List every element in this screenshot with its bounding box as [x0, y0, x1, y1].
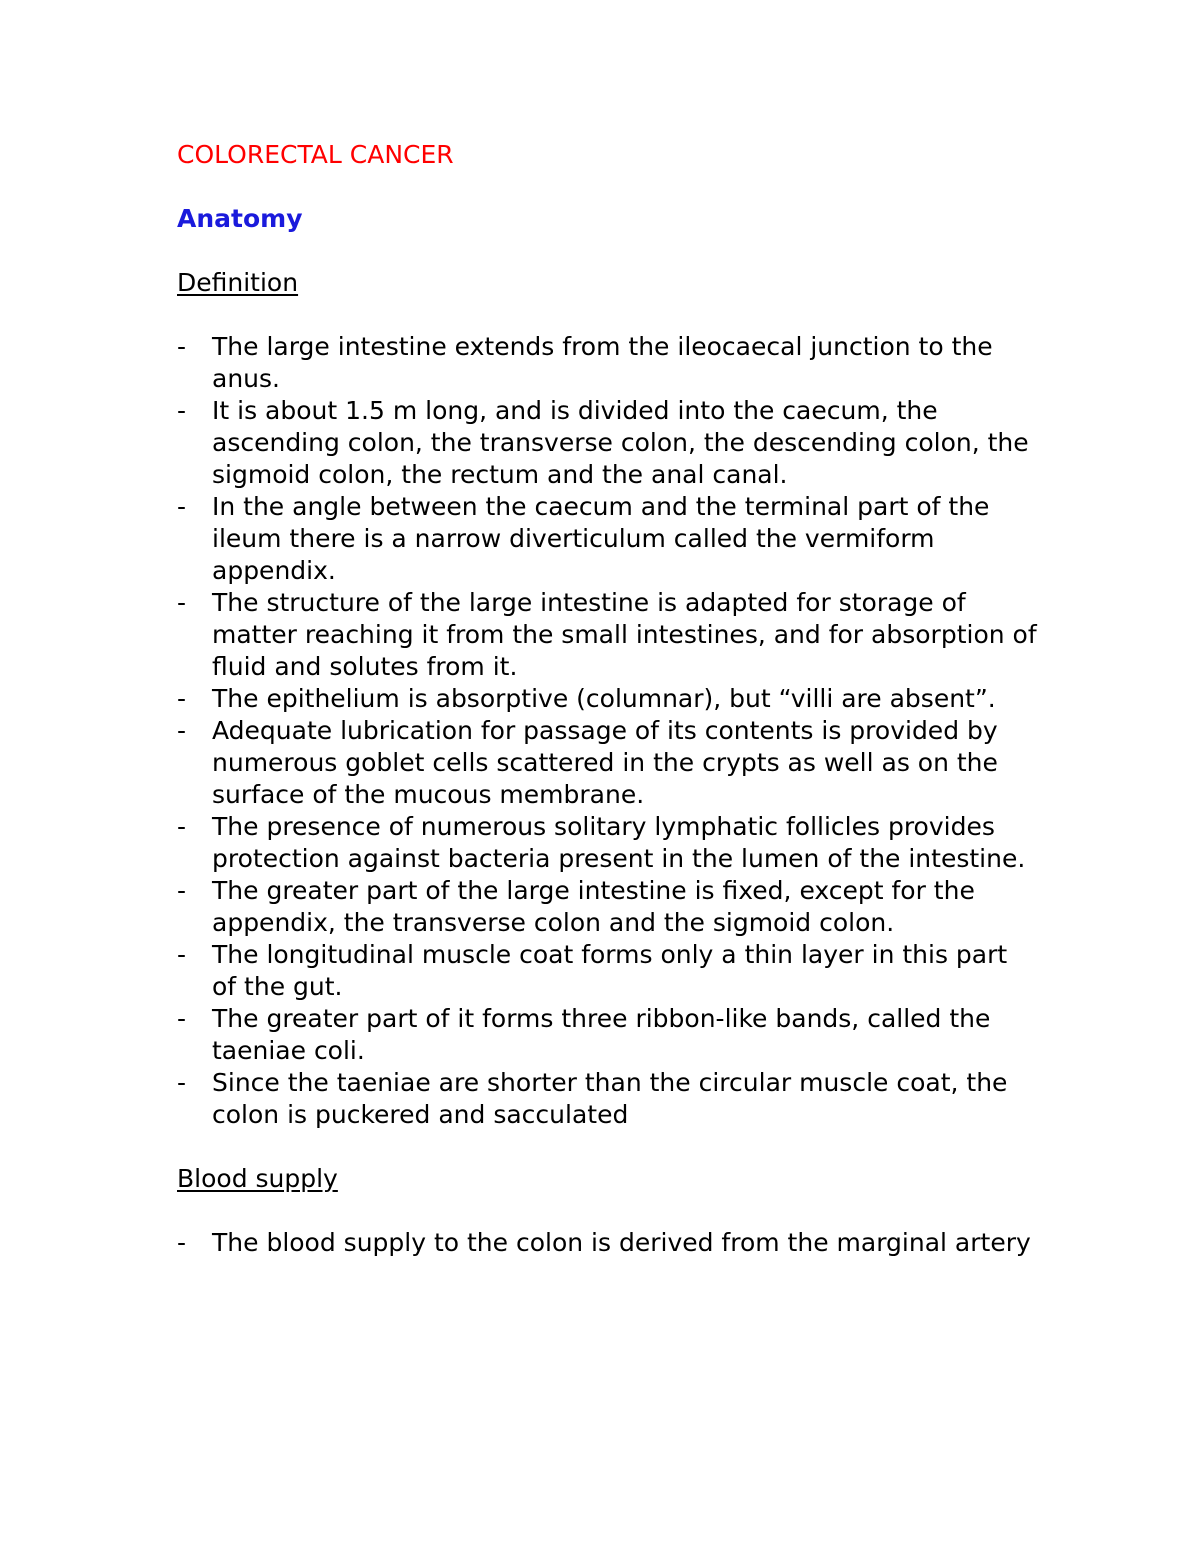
list-item	[177, 331, 1037, 395]
list-item-text: Adequate lubrication for passage of its contents is provided by numerous goblet cells scattered in the crypts as well as on the surface of the mucous membrane.	[212, 716, 998, 809]
list-item-text: In the angle between the caecum and the terminal part of the ileum there is a narrow diverticulum called the vermiform appendix.	[212, 492, 990, 585]
list-item-text: The structure of the large intestine is adapted for storage of matter reaching it from the small intestines, and for absorption of fluid and solutes from it.	[212, 588, 1037, 681]
subheading-blood-supply: Blood supply	[177, 1164, 338, 1193]
list-item-text: The greater part of it forms three ribbon-like bands, called the taeniae coli.	[212, 1004, 991, 1065]
section-heading-anatomy: Anatomy	[177, 204, 303, 233]
list-item	[177, 715, 1037, 811]
list-item-text: It is about 1.5 m long, and is divided into the caecum, the ascending colon, the transverse colon, the descending colon, the sigmoid colon, the rectum and the anal canal.	[212, 396, 1029, 489]
list-item	[177, 1003, 1037, 1067]
bullet-dash: -	[177, 1068, 187, 1097]
list-item	[177, 395, 1037, 491]
subheading-definition: Definition	[177, 268, 299, 297]
bullet-dash: -	[177, 396, 187, 425]
list-item	[177, 939, 1037, 1003]
document-title: COLORECTAL CANCER	[177, 140, 454, 169]
bullet-dash: -	[177, 1004, 187, 1033]
bullet-dash: -	[177, 492, 187, 521]
list-item-text: The greater part of the large intestine is fixed, except for the appendix, the transverse colon and the sigmoid colon.	[212, 876, 975, 937]
definition-list	[177, 331, 1037, 1131]
list-item-text: The large intestine extends from the ileocaecal junction to the anus.	[212, 332, 993, 393]
list-item-text: The longitudinal muscle coat forms only a thin layer in this part of the gut.	[212, 940, 1008, 1001]
document-page	[177, 139, 1037, 1259]
bullet-dash: -	[177, 876, 187, 905]
list-item	[177, 1067, 1037, 1131]
list-item	[177, 491, 1037, 587]
list-item	[177, 587, 1037, 683]
bullet-dash: -	[177, 588, 187, 617]
list-item	[177, 875, 1037, 939]
list-item-text: The epithelium is absorptive (columnar), but “villi are absent”.	[212, 684, 996, 713]
list-item	[177, 683, 1037, 715]
bullet-dash: -	[177, 332, 187, 361]
bullet-dash: -	[177, 940, 187, 969]
list-item-text: Since the taeniae are shorter than the circular muscle coat, the colon is puckered and sacculated	[212, 1068, 1008, 1129]
list-item	[177, 1227, 1037, 1259]
bullet-dash: -	[177, 1228, 187, 1257]
bullet-dash: -	[177, 684, 187, 713]
list-item-text: The presence of numerous solitary lymphatic follicles provides protection against bacteria present in the lumen of the intestine.	[212, 812, 1026, 873]
bullet-dash: -	[177, 812, 187, 841]
blood-supply-list	[177, 1227, 1037, 1259]
bullet-dash: -	[177, 716, 187, 745]
list-item-text: The blood supply to the colon is derived from the marginal artery	[212, 1228, 1031, 1257]
list-item	[177, 811, 1037, 875]
